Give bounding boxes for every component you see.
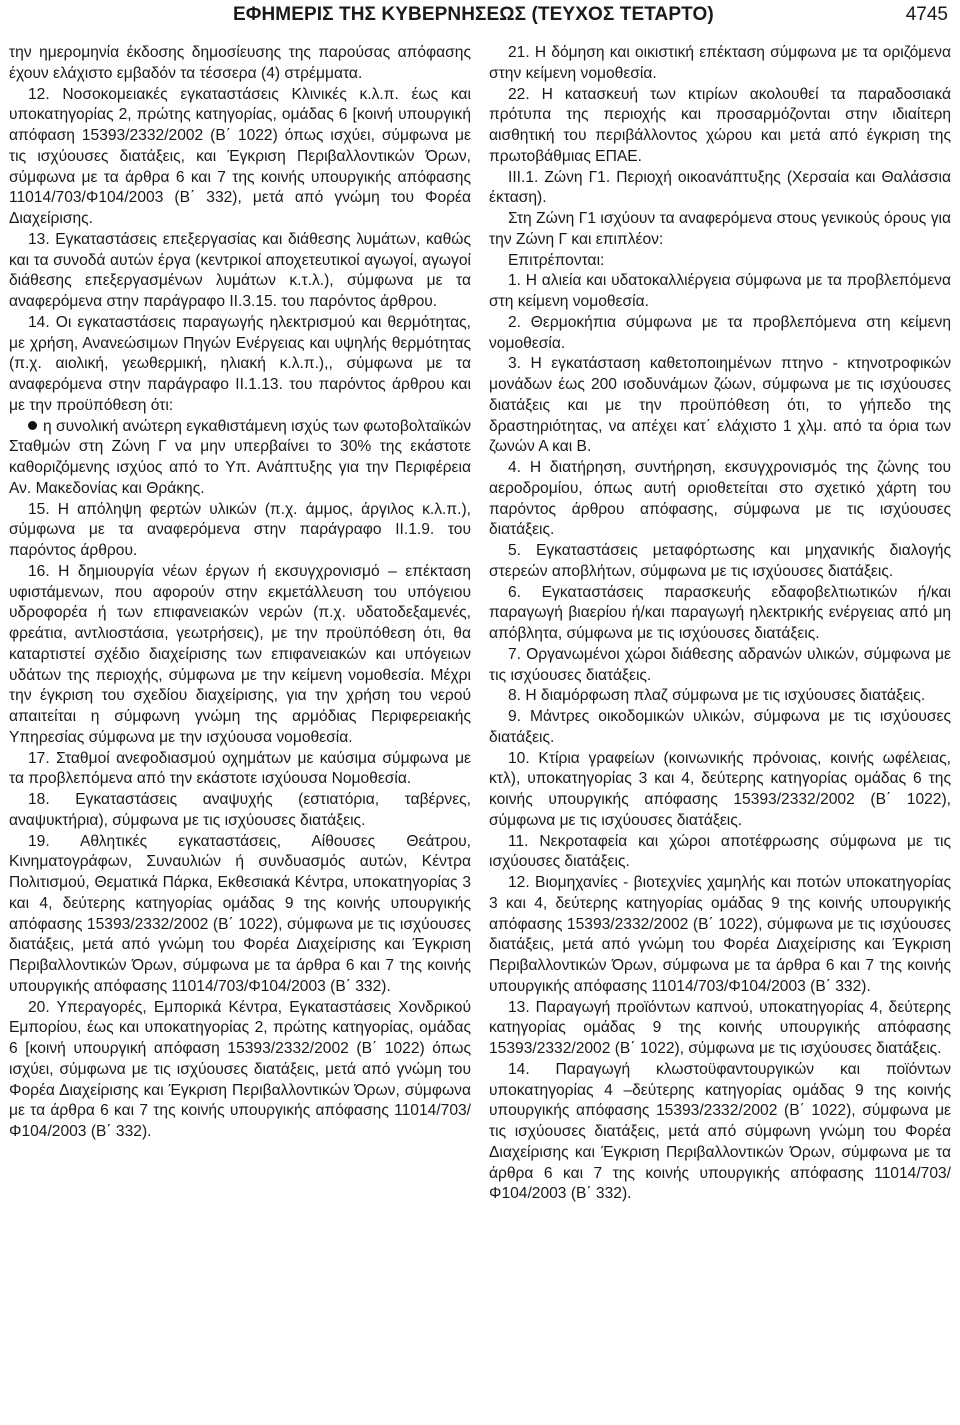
paragraph: 11. Νεκροταφεία και χώροι αποτέφρωσης σύμφωνα με τις ισχύουσες διατάξεις. [489, 832, 951, 871]
left-column [9, 43, 471, 1143]
paragraph: 14. Παραγωγή κλωστοϋφαντουργικών και ποϊόντων υποκατηγορίας 4 –δεύτερης κατηγορίας ομάδας 9 της κοινής υπουργικής απόφασης 15393/2332/2002 (Β΄ 1022), σύμφωνα με τις ισχύουσες διατάξεις, μετά από σύμφωνη γνώμη του Φορέα Διαχείρισης και Έγκριση Περιβαλλοντικών Όρων, σύμφωνα με τα άρθρα 6 και 7 της κοινής υπουργικής απόφασης 11014/703/Φ104/2003 (Β΄ 332). [489, 1060, 951, 1203]
paragraph: 18. Εγκαταστάσεις αναψυχής (εστιατόρια, ταβέρνες, αναψυκτήρια), σύμφωνα με τις ισχύουσες διατάξεις. [9, 791, 471, 829]
paragraph: 20. Υπεραγορές, Εμπορικά Κέντρα, Εγκαταστάσεις Χονδρικού Εμπορίου, έως και υποκατηγορίας 2, πρώτης κατηγορίας, ομάδας 6 [κοινή υπουργική απόφαση 15393/2332/2002 (Β΄ 1022) όπως ισχύει, σύμφωνα με τις ισχύουσες διατάξεις, μετά από γνώμη του Φορέα Διαχείρισης και Έγκριση Περιβαλλοντικών Όρων, σύμφωνα με τα άρθρα 6 και 7 της κοινής υπουργικής απόφασης 11014/703/Φ104/2003 (Β΄ 332). [9, 998, 471, 1140]
paragraph: 5. Εγκαταστάσεις μεταφόρτωσης και μηχανικής διαλογής στερεών αποβλήτων, σύμφωνα με τις ισχύουσες διατάξεις. [489, 542, 951, 580]
paragraph: Στη Ζώνη Γ1 ισχύουν τα αναφερόμενα στους γενικούς όρους για την Ζώνη Γ και επιπλέον: [489, 210, 951, 248]
paragraph: 9. Μάντρες οικοδομικών υλικών, σύμφωνα με τις ισχύουσες διατάξεις. [489, 708, 951, 746]
paragraph: 2. Θερμοκήπια σύμφωνα με τα προβλεπόμενα στη κείμενη νομοθεσία. [489, 313, 951, 352]
paragraph: 6. Εγκαταστάσεις παρασκευής εδαφοβελτιωτικών ή/και παραγωγή βιαερίου ή/και παραγωγή ηλεκτρικής ενέργειας από μη απόβλητα, σύμφωνα με τις ισχύουσες διατάξεις. [489, 583, 951, 642]
paragraph: 16. Η δημιουργία νέων έργων ή εκσυγχρονισμό – επέκταση υφιστάμενων, που αφορούν στην εκμετάλλευση του υπόγειου υδροφορέα ή των επιφανειακών νερών (π.χ. υδατοδεξαμενές, φρεάτια, αντλιοστάσια, γεωτρήσεις), με την προϋπόθεση ότι, θα καταρτιστεί σχέδιο διαχείρισης των επιφανειακών και υπόγειων υδάτων της περιοχής, σύμφωνα με την κείμενη νομοθεσία. Μέχρι την έγκριση του σχεδίου διαχείρισης, για την χρήση του νερού απαιτείται η σύμφωνη γνώμη της αρμόδιας Περιφερειακής Υπηρεσίας σύμφωνα με την ισχύουσα νομοθεσία. [9, 562, 471, 746]
paragraph: την ημερομηνία έκδοσης δημοσίευσης της παρούσας απόφασης έχουν ελάχιστο εμβαδόν τα τέσσερα (4) στρέμματα. [9, 44, 471, 82]
page-header [0, 0, 960, 34]
paragraph: 8. Η διαμόρφωση πλαζ σύμφωνα με τις ισχύουσες διατάξεις. [508, 687, 926, 705]
gazette-title: ΕΦΗΜΕΡΙΣ ΤΗΣ ΚΥΒΕΡΝΗΣΕΩΣ (ΤΕΥΧΟΣ ΤΕΤΑΡΤΟ) [233, 4, 714, 25]
section-heading: ΙΙΙ.1. Ζώνη Γ1. Περιοχή οικοανάπτυξης (Χερσαία και Θαλάσσια έκταση). [489, 168, 951, 207]
paragraph: 4. Η διατήρηση, συντήρηση, εκσυγχρονισμός της ζώνης του αεροδρομίου, όπως αυτή οριοθετείται στο σχετικό χάρτη του παρόντος άρθρου απόφασης, σύμφωνα με τις ισχύουσες διατάξεις. [489, 459, 951, 539]
bullet-icon [28, 421, 37, 430]
paragraph: 17. Σταθμοί ανεφοδιασμού οχημάτων με καύσιμα σύμφωνα με τα προβλεπόμενα από την εκάστοτε ισχύουσα Νομοθεσία. [9, 749, 471, 788]
paragraph: 14. Οι εγκαταστάσεις παραγωγής ηλεκτρισμού και θερμότητας, με χρήση, Ανανεώσιμων Πηγών Ενέργειας και υψηλής θερμότητας (π.χ. αιολική, γεωθερμική, ηλιακή κ.λ.π.),, σύμφωνα με τα αναφερόμενα στην παράγραφο ΙΙ.1.13. του παρόντος άρθρου και με την προϋπόθεση ότι: [9, 313, 471, 414]
paragraph: 22. Η κατασκευή των κτιρίων ακολουθεί τα παραδοσιακά πρότυπα της περιοχής και προσαρμόζονται στην ιδιαίτερη αισθητική του περιβάλλοντος χώρου και μετά από έγκριση της πρωτοβάθμιας ΕΠΑΕ. [489, 85, 951, 165]
paragraph: 12. Νοσοκομειακές εγκαταστάσεις Κλινικές κ.λ.π. έως και υποκατηγορίας 2, πρώτης κατηγορίας, ομάδας 6 [κοινή υπουργική απόφαση 15393/2332/2002 (Β΄ 1022) όπως ισχύει, σύμφωνα με τις ισχύουσες διατάξεις, και Έγκριση Περιβαλλοντικών Όρων, σύμφωνα με τα άρθρα 6 και 7 της κοινής υπουργικής απόφασης 11014/703/Φ104/2003 (Β΄ 332), μετά από γνώμη του Φορέα Διαχείρισης. [9, 85, 471, 227]
paragraph: 3. Η εγκατάσταση καθετοποιημένων πτηνο - κτηνοτροφικών μονάδων έως 200 ισοδυνάμων ζώων, σύμφωνα με τις ισχύουσες διατάξεις και με την προϋπόθεση ότι, το γήπεδο της δραστηριότητας, να απέχει κατ΄ ελάχιστο 1 χλμ. από τα όρια των ζωνών Α και Β. [489, 355, 951, 456]
page-number: 4745 [905, 4, 948, 25]
right-column [489, 43, 951, 1205]
paragraph: 21. Η δόμηση και οικιστική επέκταση σύμφωνα με τα οριζόμενα στην κείμενη νομοθεσία. [489, 44, 951, 82]
subheading: Επιτρέπονται: [508, 251, 605, 269]
bullet-paragraph [9, 417, 471, 500]
paragraph: 15. Η απόληψη φερτών υλικών (π.χ. άμμος, άργιλος κ.λ.π.), σύμφωνα με τα αναφερόμενα στην παράγραφο ΙΙ.1.9. του παρόντος άρθρου. [9, 500, 471, 559]
paragraph: 13. Εγκαταστάσεις επεξεργασίας και διάθεσης λυμάτων, καθώς και τα συνοδά αυτών έργα (κεντρικοί αποχετευτικοί αγωγοί, αγωγοί διάθεσης επεξεργασμένων λυμάτων κ.τ.λ.), σύμφωνα με τα αναφερόμενα στην παράγραφο ΙΙ.3.15. του παρόντος άρθρου. [9, 230, 471, 310]
paragraph: 1. Η αλιεία και υδατοκαλλιέργεια σύμφωνα με τα προβλεπόμενα στη κείμενη νομοθεσία. [489, 272, 951, 310]
paragraph: 10. Κτίρια γραφείων (κοινωνικής πρόνοιας, κοινής ωφέλειας, κτλ), υποκατηγορίας 3 και 4, δεύτερης κατηγορίας ομάδας 6 της κοινής υπουργικής απόφασης 15393/2332/2002 (Β΄ 1022), σύμφωνα με τις ισχύουσες διατάξεις. [489, 749, 951, 829]
paragraph: 13. Παραγωγή προϊόντων καπνού, υποκατηγορίας 4, δεύτερης κατηγορίας ομάδας 9 της κοινής υπουργικής απόφασης 15393/2332/2002 (Β΄ 1022), σύμφωνα με τις ισχύουσες διατάξεις. [489, 998, 951, 1057]
paragraph: 12. Βιομηχανίες - βιοτεχνίες χαμηλής και ποτών υποκατηγορίας 3 και 4, δεύτερης κατηγορίας ομάδας 9 της κοινής υπουργικής απόφασης 15393/2332/2002 (Β΄ 1022), σύμφωνα με τις ισχύουσες διατάξεις, μετά από γνώμη του Φορέα Διαχείρισης και Έγκριση Περιβαλλοντικών Όρων, σύμφωνα με τα άρθρα 6 και 7 της κοινής υπουργικής απόφασης 11014/703/Φ104/2003 (Β΄ 332). [489, 874, 951, 995]
paragraph: 19. Αθλητικές εγκαταστάσεις, Αίθουσες Θεάτρου, Κινηματογράφων, Συναυλιών ή συνδυασμός αυτών, Κέντρα Πολιτισμού, Θεματικά Πάρκα, Εκθεσιακά Κέντρα, υποκατηγορίας 3 και 4, δεύτερης κατηγορίας ομάδας 9 της κοινής υπουργικής απόφασης 15393/2332/2002 (Β΄ 1022), σύμφωνα με τις ισχύουσες διατάξεις, μετά από γνώμη του Φορέα Διαχείρισης και Έγκριση Περιβαλλοντικών Όρων, σύμφωνα με τα άρθρα 6 και 7 της κοινής υπουργικής απόφασης 11014/703/Φ104/2003 (Β΄ 332). [9, 832, 471, 995]
bullet-text: η συνολική ανώτερη εγκαθιστάμενη ισχύς των φωτοβολταϊκών Σταθμών στη Ζώνη Γ να μην υπερβαίνει το 30% της εκάστοτε καθοριζόμενης ισχύος από το Υπ. Ανάπτυξης για την Περιφέρεια Αν. Μακεδονίας και Θράκης. [9, 417, 471, 497]
paragraph: 7. Οργανωμένοι χώροι διάθεσης αδρανών υλικών, σύμφωνα με τις ισχύουσες διατάξεις. [489, 645, 951, 684]
